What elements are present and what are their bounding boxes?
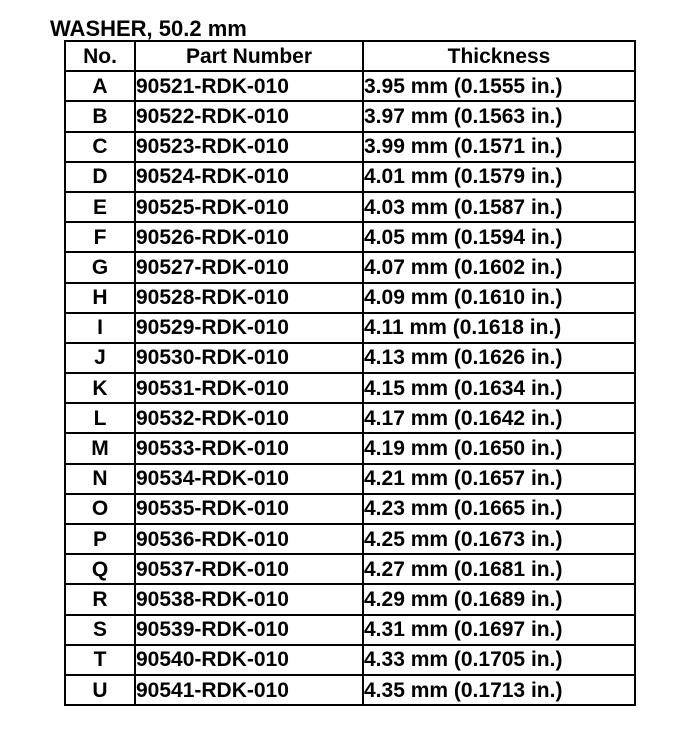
thickness-cell: 4.01 mm (0.1579 in.) bbox=[363, 162, 635, 192]
washer-no-cell: S bbox=[65, 615, 135, 645]
table-row bbox=[65, 615, 635, 645]
washer-no-cell: T bbox=[65, 645, 135, 675]
washer-no-cell: I bbox=[65, 313, 135, 343]
part-number-cell: 90529-RDK-010 bbox=[135, 313, 363, 343]
thickness-cell: 4.15 mm (0.1634 in.) bbox=[363, 373, 635, 403]
thickness-cell: 4.19 mm (0.1650 in.) bbox=[363, 433, 635, 463]
thickness-cell: 3.97 mm (0.1563 in.) bbox=[363, 101, 635, 131]
washer-no-cell: A bbox=[65, 71, 135, 101]
washer-no-cell: B bbox=[65, 101, 135, 131]
thickness-cell: 4.21 mm (0.1657 in.) bbox=[363, 464, 635, 494]
thickness-cell: 4.03 mm (0.1587 in.) bbox=[363, 192, 635, 222]
header-thickness: Thickness bbox=[363, 41, 635, 71]
thickness-cell: 3.95 mm (0.1555 in.) bbox=[363, 71, 635, 101]
part-number-cell: 90530-RDK-010 bbox=[135, 343, 363, 373]
washer-no-cell: C bbox=[65, 132, 135, 162]
thickness-cell: 4.13 mm (0.1626 in.) bbox=[363, 343, 635, 373]
thickness-cell: 4.05 mm (0.1594 in.) bbox=[363, 222, 635, 252]
table-row bbox=[65, 373, 635, 403]
washer-no-cell: P bbox=[65, 524, 135, 554]
part-number-cell: 90531-RDK-010 bbox=[135, 373, 363, 403]
thickness-cell: 4.11 mm (0.1618 in.) bbox=[363, 313, 635, 343]
washer-no-cell: N bbox=[65, 464, 135, 494]
table-row bbox=[65, 283, 635, 313]
washer-no-cell: L bbox=[65, 403, 135, 433]
washer-no-cell: O bbox=[65, 494, 135, 524]
thickness-cell: 4.17 mm (0.1642 in.) bbox=[363, 403, 635, 433]
thickness-cell: 4.07 mm (0.1602 in.) bbox=[363, 252, 635, 282]
thickness-cell: 4.29 mm (0.1689 in.) bbox=[363, 584, 635, 614]
table-row bbox=[65, 343, 635, 373]
table-body bbox=[65, 71, 635, 705]
table-row bbox=[65, 645, 635, 675]
table-row bbox=[65, 313, 635, 343]
part-number-cell: 90539-RDK-010 bbox=[135, 615, 363, 645]
part-number-cell: 90536-RDK-010 bbox=[135, 524, 363, 554]
part-number-cell: 90523-RDK-010 bbox=[135, 132, 363, 162]
washer-no-cell: J bbox=[65, 343, 135, 373]
thickness-cell: 4.31 mm (0.1697 in.) bbox=[363, 615, 635, 645]
washer-no-cell: E bbox=[65, 192, 135, 222]
table-row bbox=[65, 252, 635, 282]
part-number-cell: 90537-RDK-010 bbox=[135, 554, 363, 584]
part-number-cell: 90538-RDK-010 bbox=[135, 584, 363, 614]
part-number-cell: 90535-RDK-010 bbox=[135, 494, 363, 524]
part-number-cell: 90533-RDK-010 bbox=[135, 433, 363, 463]
part-number-cell: 90532-RDK-010 bbox=[135, 403, 363, 433]
washer-no-cell: Q bbox=[65, 554, 135, 584]
washer-no-cell: H bbox=[65, 283, 135, 313]
thickness-cell: 4.09 mm (0.1610 in.) bbox=[363, 283, 635, 313]
header-no: No. bbox=[65, 41, 135, 71]
thickness-cell: 4.33 mm (0.1705 in.) bbox=[363, 645, 635, 675]
part-number-cell: 90534-RDK-010 bbox=[135, 464, 363, 494]
table-row bbox=[65, 132, 635, 162]
table-row bbox=[65, 584, 635, 614]
table-row bbox=[65, 524, 635, 554]
part-number-cell: 90541-RDK-010 bbox=[135, 675, 363, 705]
thickness-cell: 4.27 mm (0.1681 in.) bbox=[363, 554, 635, 584]
part-number-cell: 90526-RDK-010 bbox=[135, 222, 363, 252]
washer-no-cell: M bbox=[65, 433, 135, 463]
part-number-cell: 90521-RDK-010 bbox=[135, 71, 363, 101]
table-row bbox=[65, 162, 635, 192]
header-part-number: Part Number bbox=[135, 41, 363, 71]
washer-table bbox=[64, 40, 636, 706]
table-row bbox=[65, 554, 635, 584]
washer-no-cell: R bbox=[65, 584, 135, 614]
thickness-cell: 4.35 mm (0.1713 in.) bbox=[363, 675, 635, 705]
header-row bbox=[65, 41, 635, 71]
table-row bbox=[65, 494, 635, 524]
table-row bbox=[65, 222, 635, 252]
table-row bbox=[65, 192, 635, 222]
table-row bbox=[65, 71, 635, 101]
washer-no-cell: K bbox=[65, 373, 135, 403]
thickness-cell: 3.99 mm (0.1571 in.) bbox=[363, 132, 635, 162]
washer-no-cell: F bbox=[65, 222, 135, 252]
table-row bbox=[65, 464, 635, 494]
part-number-cell: 90525-RDK-010 bbox=[135, 192, 363, 222]
table-row bbox=[65, 433, 635, 463]
table-title: WASHER, 50.2 mm bbox=[50, 16, 247, 41]
table-row bbox=[65, 675, 635, 705]
washer-no-cell: U bbox=[65, 675, 135, 705]
table-row bbox=[65, 101, 635, 131]
part-number-cell: 90540-RDK-010 bbox=[135, 645, 363, 675]
washer-no-cell: D bbox=[65, 162, 135, 192]
part-number-cell: 90528-RDK-010 bbox=[135, 283, 363, 313]
washer-no-cell: G bbox=[65, 252, 135, 282]
part-number-cell: 90527-RDK-010 bbox=[135, 252, 363, 282]
part-number-cell: 90522-RDK-010 bbox=[135, 101, 363, 131]
part-number-cell: 90524-RDK-010 bbox=[135, 162, 363, 192]
thickness-cell: 4.25 mm (0.1673 in.) bbox=[363, 524, 635, 554]
thickness-cell: 4.23 mm (0.1665 in.) bbox=[363, 494, 635, 524]
table-row bbox=[65, 403, 635, 433]
